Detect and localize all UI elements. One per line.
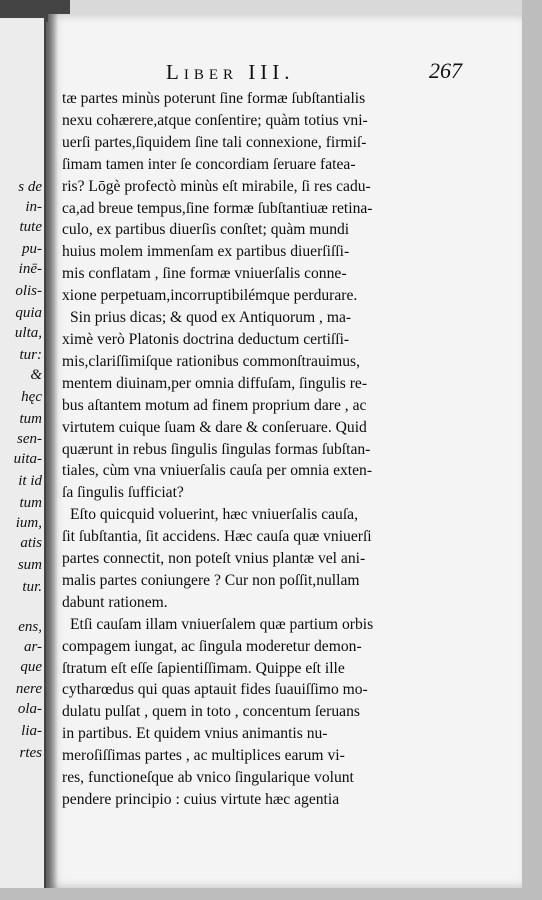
page-header (48, 60, 522, 90)
facing-page-fragment: que (20, 659, 42, 675)
facing-page-fragment: ium, (15, 515, 42, 531)
facing-page-fragment: & (30, 367, 42, 383)
text-line: cytharœdus qui quas aptauit fides ſuauiſſimo mo- (62, 681, 368, 699)
text-line: compagem iungat, ac ſingula moderetur demon- (62, 637, 362, 655)
text-line: ſit ſubſtantia, ſit accidens. Hæc cauſa quæ vniuerſi (62, 528, 372, 546)
facing-page-fragment: rtes (19, 745, 42, 761)
facing-page-fragment: lia- (21, 723, 42, 739)
facing-page-fragment: tum (19, 411, 42, 427)
text-line: xione perpetuam,incorruptibilémque perdurare. (62, 287, 358, 305)
facing-page-fragment: it id (18, 473, 42, 489)
text-line: mis conflatam , ſine formæ vniuerſalis conne- (62, 265, 347, 283)
text-line: res, functioneſque ab vnico ſingularique volunt (62, 769, 354, 787)
paragraph (62, 504, 472, 614)
text-line: ris? Lōgè profectò minùs eſt mirabile, ſi res cadu- (62, 177, 371, 195)
text-line: bus aſtantem motum ad finem proprium dare , ac (62, 396, 367, 414)
text-line: partes connectit, non poteſt vnius plantæ vel ani- (62, 550, 366, 568)
facing-page-fragment: s de (18, 179, 42, 195)
text-line: ximè verò Platonis doctrina deductum certiſſi- (62, 330, 350, 348)
text-line: ca,ad breue tempus,ſine formæ ſubſtantiuæ retina- (62, 199, 373, 217)
paragraph (62, 88, 472, 307)
text-line: tiales, cùm vna vniuerſalis cauſa per omnia exten- (62, 462, 373, 480)
text-line: in partibus. Et quidem vnius animantis nu- (62, 725, 328, 743)
text-line: Sin prius dicas; & quod ex Antiquorum , ma- (70, 309, 352, 327)
facing-page-fragment: ola- (17, 701, 42, 717)
facing-page-fragment: ens, (18, 619, 42, 635)
text-line: Etſi cauſam illam vniuerſalem quæ partium orbis (70, 615, 374, 633)
facing-page-fragment: tute (19, 219, 42, 235)
text-line: ſtratum eſt eſſe ſapientiſſimam. Quippe eſt ille (62, 659, 345, 677)
facing-page-fragment: inē- (18, 261, 42, 277)
text-line: dulatu pulſat , quem in toto , concentum ſeruans (62, 703, 360, 721)
facing-page-fragment: quia (15, 305, 42, 321)
facing-page-fragment: hęc (21, 389, 42, 405)
text-line: ſimam tamen inter ſe concordiam ſeruare fatea- (62, 155, 356, 173)
text-line: culo, ex partibus diuerſis conſtet; quàm mundi (62, 221, 350, 239)
facing-page-fragment: uita- (13, 451, 42, 467)
page-number: 267 (429, 58, 462, 83)
paragraph (62, 307, 472, 504)
text-line: mentem diuinam,per omnia diffuſam, ſingulis re- (62, 374, 368, 392)
scan-right-edge (522, 0, 542, 900)
text-line: uerſi partes,ſiquidem ſine tali connexione, firmiſ- (62, 133, 367, 151)
text-line: quærunt in rebus ſingulis ſingulas formas ſubſtan- (62, 440, 371, 458)
body-text (62, 88, 472, 811)
text-line: meroſiſſimas partes , ac multiplices earum vi- (62, 747, 345, 765)
text-line: dabunt rationem. (62, 593, 168, 611)
facing-page-fragment: nere (15, 681, 42, 697)
facing-page-fragment: in- (25, 199, 42, 215)
text-line: Eſto quicquid voluerint, hæc vniuerſalis cauſa, (70, 506, 358, 524)
text-line: mis,clariſſimiſque rationibus commonſtrauimus, (62, 352, 360, 370)
text-line: pendere principio : cuius virtute hæc agentia (62, 791, 340, 808)
facing-page-fragment: atis (20, 535, 42, 551)
facing-page-fragment: ulta, (14, 325, 42, 341)
facing-page-fragment: ar- (23, 639, 42, 655)
text-line: tæ partes minùs poterunt ſine formæ ſubſtantialis (62, 90, 366, 107)
facing-page-fragment: tur: (19, 347, 42, 363)
facing-page-fragment: tur. (22, 579, 42, 595)
facing-page-fragment: sum (17, 557, 42, 573)
gutter-shadow (44, 14, 58, 888)
text-line: virtutem cuique ſuam & dare & conſeruare. Quid (62, 418, 367, 436)
text-line: ſa ſingulis ſufficiat? (62, 484, 184, 502)
facing-page-fragment: tum (19, 495, 42, 511)
paragraph (62, 614, 472, 811)
text-line: nexu cohærere,atque conſentire; quàm totius vni- (62, 111, 368, 129)
text-line: malis partes coniungere ? Cur non poſſit,nullam (62, 571, 360, 589)
facing-page-fragment: pu- (22, 241, 42, 257)
facing-page-margin (0, 18, 46, 888)
text-line: huius molem immenſam ex partibus diuerſiſſi- (62, 243, 350, 261)
scan-bottom-edge (0, 888, 542, 900)
facing-page-fragment: sen- (17, 431, 42, 447)
book-page (48, 14, 522, 888)
facing-page-fragment: olis- (15, 283, 42, 299)
running-head: Liber III. (166, 60, 295, 84)
